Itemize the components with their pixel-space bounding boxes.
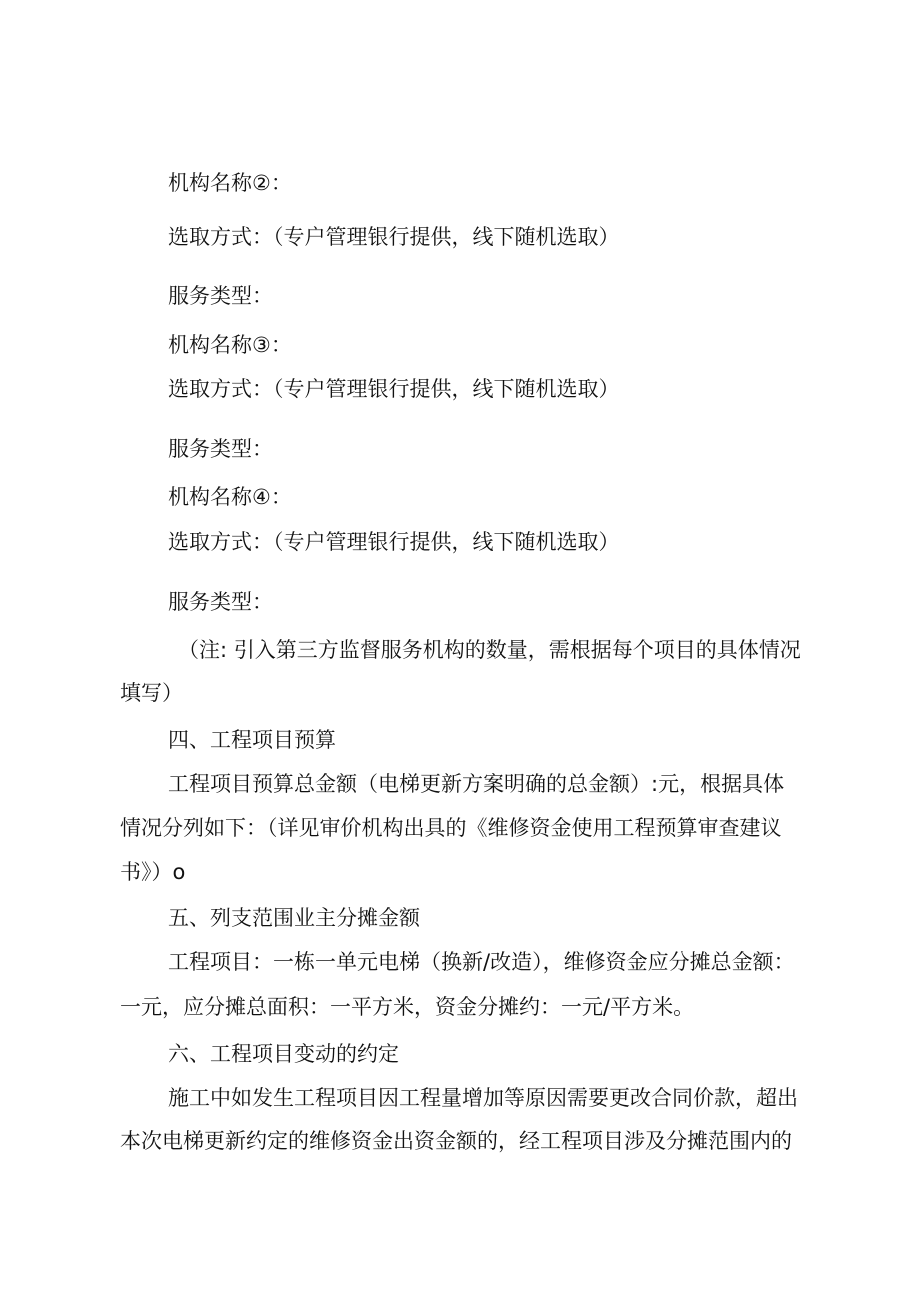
selection-method-3: 选取方式：（专户管理银行提供，线下随机选取） <box>168 377 620 401</box>
note-line-2: 填写） <box>120 681 183 705</box>
budget-paragraph-line-1: 工程项目预算总金额（电梯更新方案明确的总金额）:元，根据具体 <box>168 772 785 796</box>
service-type-2: 服务类型： <box>168 284 273 308</box>
selection-method-2: 选取方式：（专户管理银行提供，线下随机选取） <box>168 225 620 249</box>
allocation-paragraph-line-2: 一元，应分摊总面积：一平方米，资金分摊约：一元/平方米。 <box>120 995 695 1019</box>
section-heading-4: 四、工程项目预算 <box>168 728 336 752</box>
agency-name-4: 机构名称④： <box>168 485 292 509</box>
agency-name-3: 机构名称③： <box>168 333 292 357</box>
section-heading-6: 六、工程项目变动的约定 <box>168 1042 399 1066</box>
budget-paragraph-line-3: 书》）o <box>120 860 186 884</box>
service-type-3: 服务类型： <box>168 437 273 461</box>
note-line-1: （注: 引入第三方监督服务机构的数量，需根据每个项目的具体情况 <box>178 638 801 662</box>
agency-name-2: 机构名称②： <box>168 171 292 195</box>
selection-method-4: 选取方式：（专户管理银行提供，线下随机选取） <box>168 530 620 554</box>
allocation-paragraph-line-1: 工程项目：一栋一单元电梯（换新/改造），维修资金应分摊总金额： <box>168 950 795 974</box>
service-type-4: 服务类型： <box>168 590 273 614</box>
budget-paragraph-line-2: 情况分列如下：（详见审价机构出具的《维修资金使用工程预算审查建议 <box>120 816 782 840</box>
change-paragraph-line-1: 施工中如发生工程项目因工程量增加等原因需要更改合同价款，超出 <box>168 1086 798 1110</box>
change-paragraph-line-2: 本次电梯更新约定的维修资金出资金额的，经工程项目涉及分摊范围内的 <box>120 1129 792 1153</box>
section-heading-5: 五、列支范围业主分摊金额 <box>168 906 420 930</box>
